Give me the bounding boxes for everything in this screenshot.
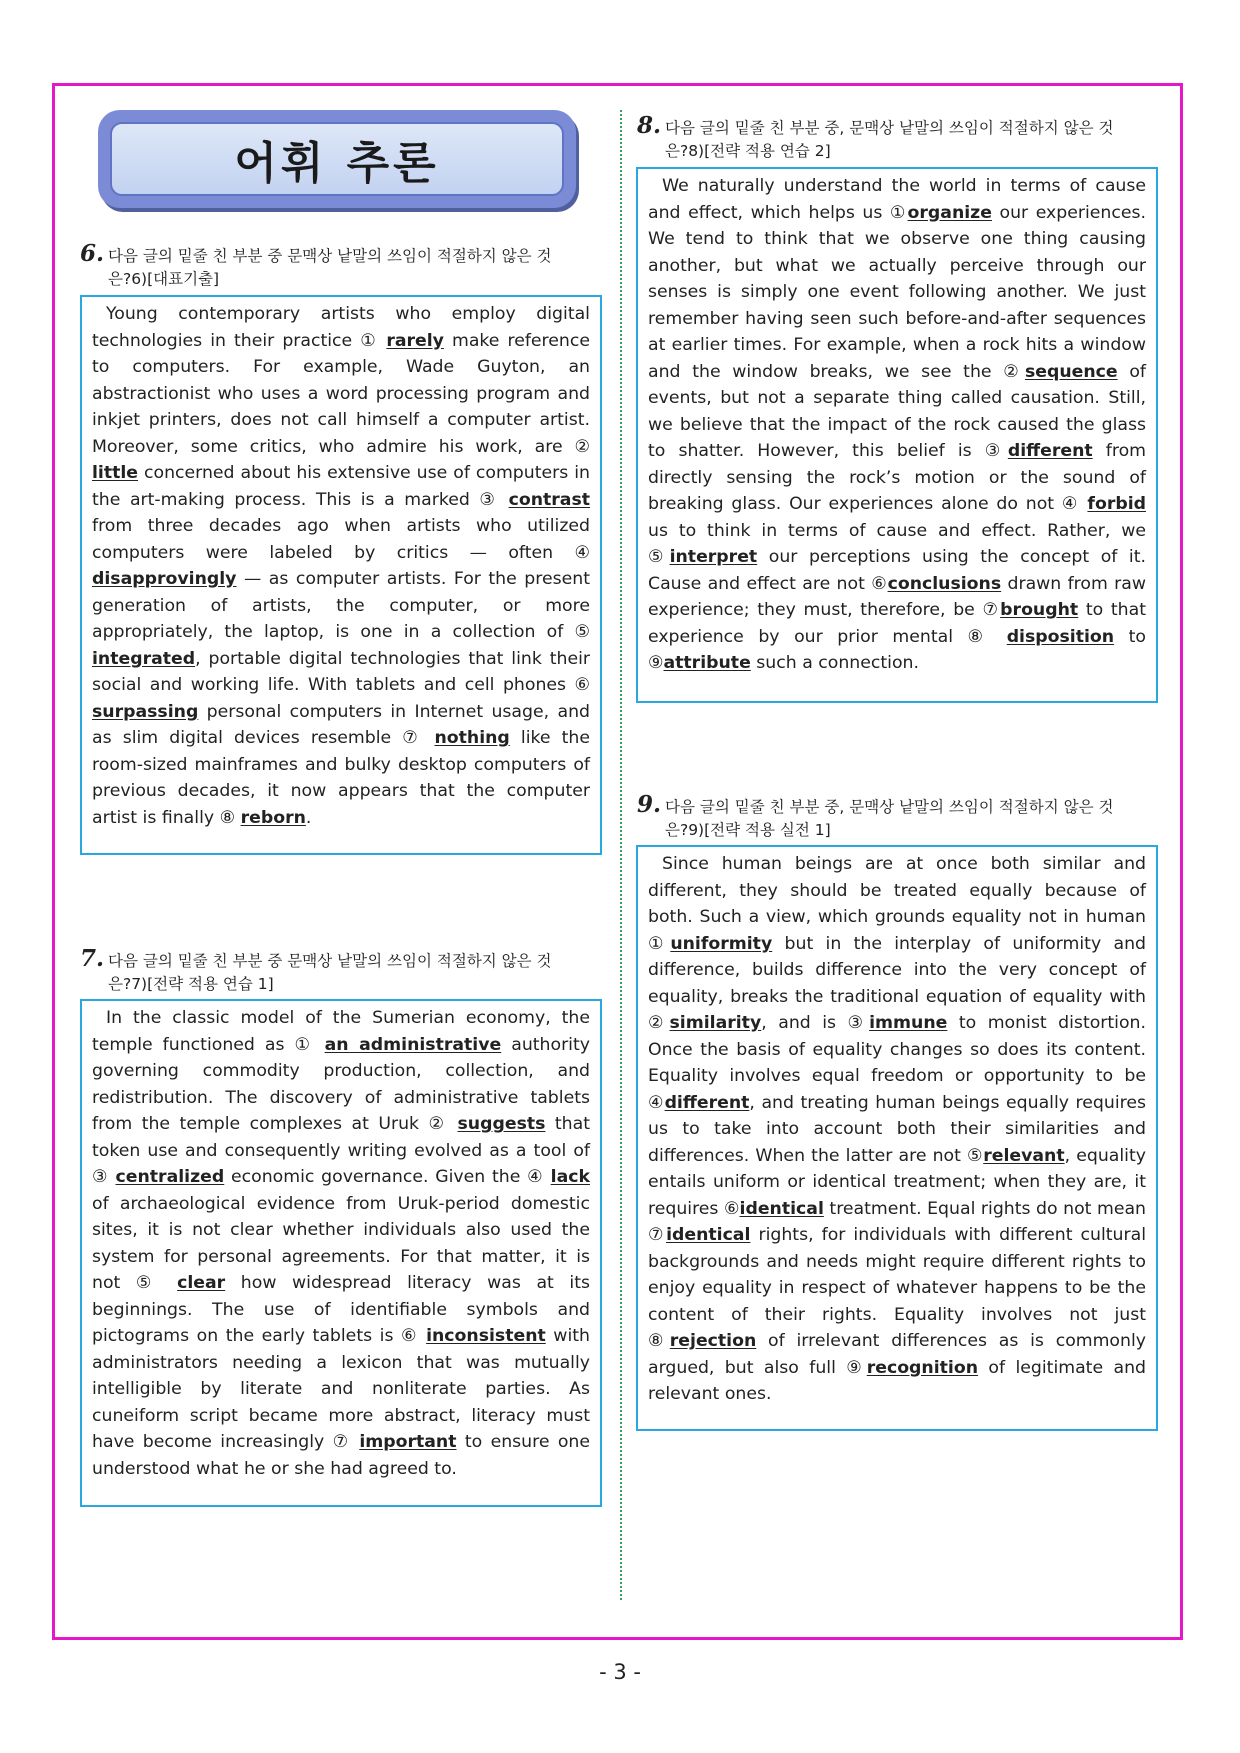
passage-run: of archaeological evidence from Uruk-period domestic sites, it is not clear whether individuals also used the system for personal agreements. For that matter, it is not ⑤ <box>92 1193 590 1293</box>
underlined-word: reborn <box>240 807 306 828</box>
passage-run: , and is ③ <box>761 1013 870 1033</box>
underlined-word: surpassing <box>92 701 199 722</box>
question-prompt: 다음 글의 밑줄 친 부분 중 문맥상 낱말의 쓰임이 적절하지 않은 것 <box>108 952 552 970</box>
question-prompt-line2: 은?9)[전략 적용 실전 1] <box>665 821 831 839</box>
underlined-word: rejection <box>669 1331 757 1351</box>
underlined-word: brought <box>1000 600 1079 620</box>
passage-run: make reference to computers. For example, Wade Guyton, an abstractionist who uses a word processing program and inkjet printers, does not call himself a computer artist. Moreover, some critics, who admire his work, are ② <box>92 330 591 457</box>
section-title-inner <box>110 122 564 196</box>
passage-run: that token use and consequently writing evolved as a tool of ③ <box>92 1114 590 1187</box>
passage-box-6 <box>80 295 602 855</box>
underlined-word: identical <box>666 1225 751 1245</box>
underlined-word: attribute <box>663 653 751 673</box>
underlined-word: important <box>359 1432 457 1452</box>
underlined-word: inconsistent <box>426 1326 546 1346</box>
question-9-header <box>637 793 1167 842</box>
passage-run: to that experience by our prior mental ⑧ <box>648 600 1146 647</box>
underlined-word: identical <box>739 1198 824 1219</box>
question-prompt-line2: 은?6)[대표기출] <box>108 270 220 288</box>
underlined-word: an administrative <box>324 1034 502 1055</box>
question-8-header <box>637 114 1167 163</box>
passage-run: Since human beings are at once both similar and different, they should be treated equally because of both. Such a view, which grounds equality not in human ① <box>648 854 1146 954</box>
passage-run: to monist distortion. Once the basis of equality changes so does its content. Equality involves equal freedom or opportunity to be ④ <box>648 1013 1146 1113</box>
passage-run: how widespread literacy was at its beginnings. The use of identifiable symbols and pictograms on the early tablets is ⑥ <box>92 1273 590 1346</box>
passage-run: economic governance. Given the ④ <box>224 1167 551 1187</box>
passage-run: our perceptions using the concept of it. Cause and effect are not ⑥ <box>648 547 1146 594</box>
underlined-word: recognition <box>866 1357 979 1378</box>
passage-run: treatment. Equal rights do not mean ⑦ <box>648 1198 1146 1245</box>
underlined-word: immune <box>869 1013 948 1033</box>
question-number: 6. <box>80 240 105 267</box>
passage-box-8 <box>636 167 1158 703</box>
passage-text <box>648 851 1146 1408</box>
passage-run: of legitimate and relevant ones. <box>648 1357 1146 1404</box>
underlined-word: interpret <box>669 547 758 567</box>
underlined-word: centralized <box>115 1167 225 1187</box>
passage-run: but in the interplay of uniformity and difference, builds difference into the very concept of equality, breaks the traditional equation of equality with ② <box>648 933 1146 1033</box>
underlined-word: rarely <box>386 330 444 351</box>
passage-run: from directly sensing the rock’s motion or the sound of breaking glass. Our experiences alone do not ④ <box>648 441 1146 514</box>
question-number: 7. <box>80 945 105 972</box>
passage-run: rights, for individuals with different cultural backgrounds and needs might require different rights to enjoy equality in respect of whatever happens to be the content of their rights. Equality involves not just ⑧ <box>648 1225 1146 1351</box>
underlined-word: different <box>1007 441 1093 461</box>
passage-run: to ⑨ <box>648 626 1147 673</box>
question-prompt-line2: 은?8)[전략 적용 연습 2] <box>665 142 831 160</box>
passage-run: personal computers in Internet usage, and as slim digital devices resemble ⑦ <box>92 701 590 748</box>
passage-run: — as computer artists. For the present generation of artists, the computer, or more appropriately, the laptop, is one in a collection of ⑤ <box>92 569 590 642</box>
passage-run: authority governing commodity production, collection, and redistribution. The discovery of administrative tablets from the temple complexes at Uruk ② <box>92 1034 590 1134</box>
passage-run: such a connection. <box>750 653 919 673</box>
underlined-word: lack <box>550 1167 590 1187</box>
passage-box-7 <box>80 999 602 1507</box>
passage-box-9 <box>636 845 1158 1431</box>
passage-run: from three decades ago when artists who utilized computers were labeled by critics — often ④ <box>92 516 590 563</box>
passage-run: with administrators needing a lexicon that was mutually intelligible by literate and nonliterate parties. As cuneiform script became more abstract, literacy must have become increasingly ⑦ <box>92 1326 590 1452</box>
passage-run: In the classic model of the Sumerian economy, the temple functioned as ① <box>92 1008 590 1055</box>
section-title-badge <box>98 110 576 208</box>
underlined-word: disapprovingly <box>92 569 237 589</box>
question-prompt: 다음 글의 밑줄 친 부분 중, 문맥상 낱말의 쓰임이 적절하지 않은 것 <box>665 798 1114 816</box>
passage-run: We naturally understand the world in terms of cause and effect, which helps us ① <box>648 176 1146 223</box>
question-prompt: 다음 글의 밑줄 친 부분 중 문맥상 낱말의 쓰임이 적절하지 않은 것 <box>108 247 552 265</box>
underlined-word: disposition <box>1006 626 1115 647</box>
passage-text <box>648 173 1146 677</box>
passage-run: Young contemporary artists who employ digital technologies in their practice ① <box>92 304 590 351</box>
underlined-word: clear <box>177 1273 226 1293</box>
underlined-word: integrated <box>92 648 196 669</box>
passage-run: of irrelevant differences as is commonly argued, but also full ⑨ <box>648 1331 1146 1378</box>
section-title: 어휘 추론 <box>234 138 440 189</box>
passage-run: , portable digital technologies that link their social and working life. With tablets and cell phones ⑥ <box>92 648 590 695</box>
underlined-word: similarity <box>669 1013 762 1033</box>
question-prompt: 다음 글의 밑줄 친 부분 중, 문맥상 낱말의 쓰임이 적절하지 않은 것 <box>665 119 1114 137</box>
passage-run: us to think in terms of cause and effect. Rather, we ⑤ <box>648 520 1146 567</box>
question-7-header <box>80 947 610 996</box>
underlined-word: different <box>664 1092 750 1113</box>
passage-run: our experiences. We tend to think that we observe one thing causing another, but what we actually perceive through our senses is simply one event following another. We just remember having seen such before-and-after sequences at earlier times. For example, when a rock hits a window and the window breaks, we see the ② <box>648 202 1146 382</box>
passage-text <box>92 1005 590 1482</box>
underlined-word: forbid <box>1087 494 1146 514</box>
passage-run: concerned about his extensive use of computers in the art-making process. This is a marked ③ <box>92 463 590 510</box>
underlined-word: sequence <box>1024 361 1118 382</box>
underlined-word: contrast <box>508 489 590 510</box>
passage-run: . <box>305 807 312 828</box>
question-prompt-line2: 은?7)[전략 적용 연습 1] <box>108 975 274 993</box>
column-divider <box>620 110 622 1600</box>
page-number: - 3 - <box>599 1660 641 1684</box>
passage-text <box>92 301 590 831</box>
question-number: 9. <box>637 791 662 818</box>
underlined-word: organize <box>907 202 992 223</box>
passage-run: like the room-sized mainframes and bulky desktop computers of previous decades, it now appears that the computer artist is finally ⑧ <box>92 728 590 828</box>
underlined-word: little <box>92 463 139 483</box>
passage-run: , and treating human beings equally requires us to take into account both their similarities and differences. When the latter are not ⑤ <box>648 1092 1146 1166</box>
passage-run: , equality entails uniform or identical treatment; when they are, it requires ⑥ <box>648 1145 1146 1219</box>
passage-run: drawn from raw experience; they must, therefore, be ⑦ <box>648 573 1146 620</box>
question-6-header <box>80 242 610 291</box>
question-number: 8. <box>637 112 662 139</box>
underlined-word: uniformity <box>670 933 773 954</box>
underlined-word: relevant <box>983 1145 1065 1166</box>
passage-run: of events, but not a separate thing called causation. Still, we believe that the impact of the rock caused the glass to shatter. However, this belief is ③ <box>648 361 1146 461</box>
passage-run: to ensure one understood what he or she had agreed to. <box>92 1432 590 1479</box>
underlined-word: conclusions <box>887 573 1002 594</box>
underlined-word: suggests <box>457 1114 546 1134</box>
underlined-word: nothing <box>434 728 510 748</box>
